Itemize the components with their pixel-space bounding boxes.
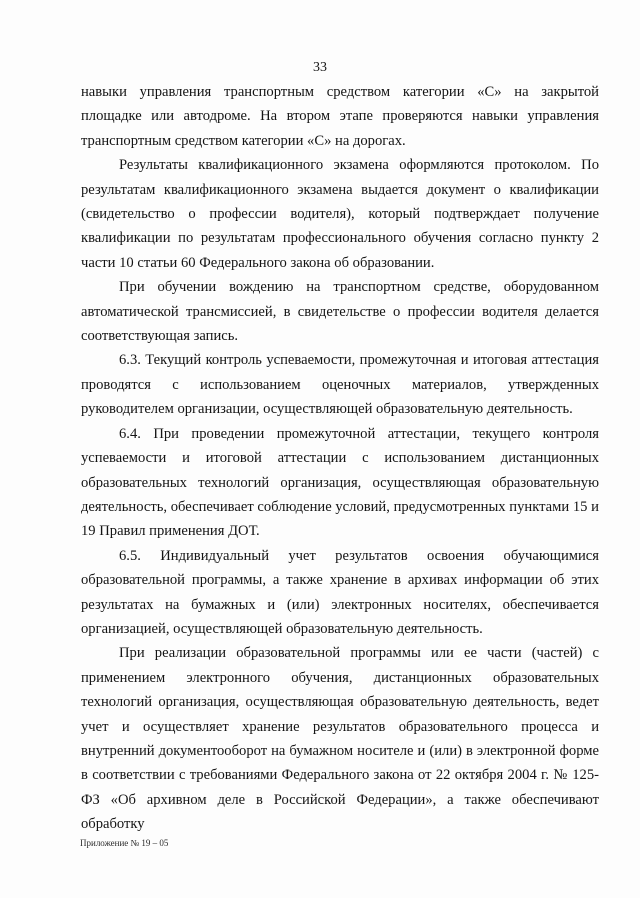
paragraph-exam-stages-continued: навыки управления транспортным средством категории «С» на закрытой площадке или автодроме. На втором этапе проверяются навыки управления транспортным средством категории «С» на дорогах. — [81, 84, 599, 149]
paragraph-6-4: 6.4. При проведении промежуточной аттестации, текущего контроля успеваемости и итоговой аттестации с использованием дистанционных образовательных технологий организация, осуществляющая образовательную деятельность, обеспечивает соблюдение условий, предусмотренных пунктами 15 и 19 Правил применения ДОТ. — [81, 425, 599, 540]
paragraph-6-5: 6.5. Индивидуальный учет результатов освоения обучающимися образовательной программы, а также хранение в архивах информации об этих результатах на бумажных и (или) электронных носителях, обеспечивается организацией, осуществляющей образовательную деятельность. — [81, 547, 599, 637]
paragraph-e-learning-records: При реализации образовательной программы или ее части (частей) с применением электронного обучения, дистанционных образовательных технологий организация, осуществляющая образовательную деятельность, ведет учет и осуществляет хранение результатов образовательного процесса и внутренний документооборот на бумажном носителе и (или) в электронной форме в соответствии с требованиями Федерального закона от 22 октября 2004 г. № 125-ФЗ «Об архивном деле в Российской Федерации», а также обеспечивают обработку — [81, 645, 599, 833]
page-number: 33 — [313, 60, 327, 75]
paragraph-6-3: 6.3. Текущий контроль успеваемости, промежуточная и итоговая аттестация проводятся с использованием оценочных материалов, утвержденных руководителем организации, осуществляющей образовательную деятельность. — [81, 352, 599, 418]
page-footer: Приложение № 19 – 05 — [80, 838, 169, 848]
paragraph-automatic-transmission: При обучении вождению на транспортном средстве, оборудованном автоматической трансмиссией, в свидетельстве о профессии водителя делается соответствующая запись. — [81, 279, 599, 345]
paragraph-exam-results: Результаты квалификационного экзамена оформляются протоколом. По результатам квалификационного экзамена выдается документ о квалификации (свидетельство о профессии водителя), который подтверждает получение квалификации по результатам профессионального обучения согласно пункту 2 части 10 статьи 60 Федерального закона об образовании. — [81, 157, 599, 271]
document-body — [81, 80, 599, 837]
